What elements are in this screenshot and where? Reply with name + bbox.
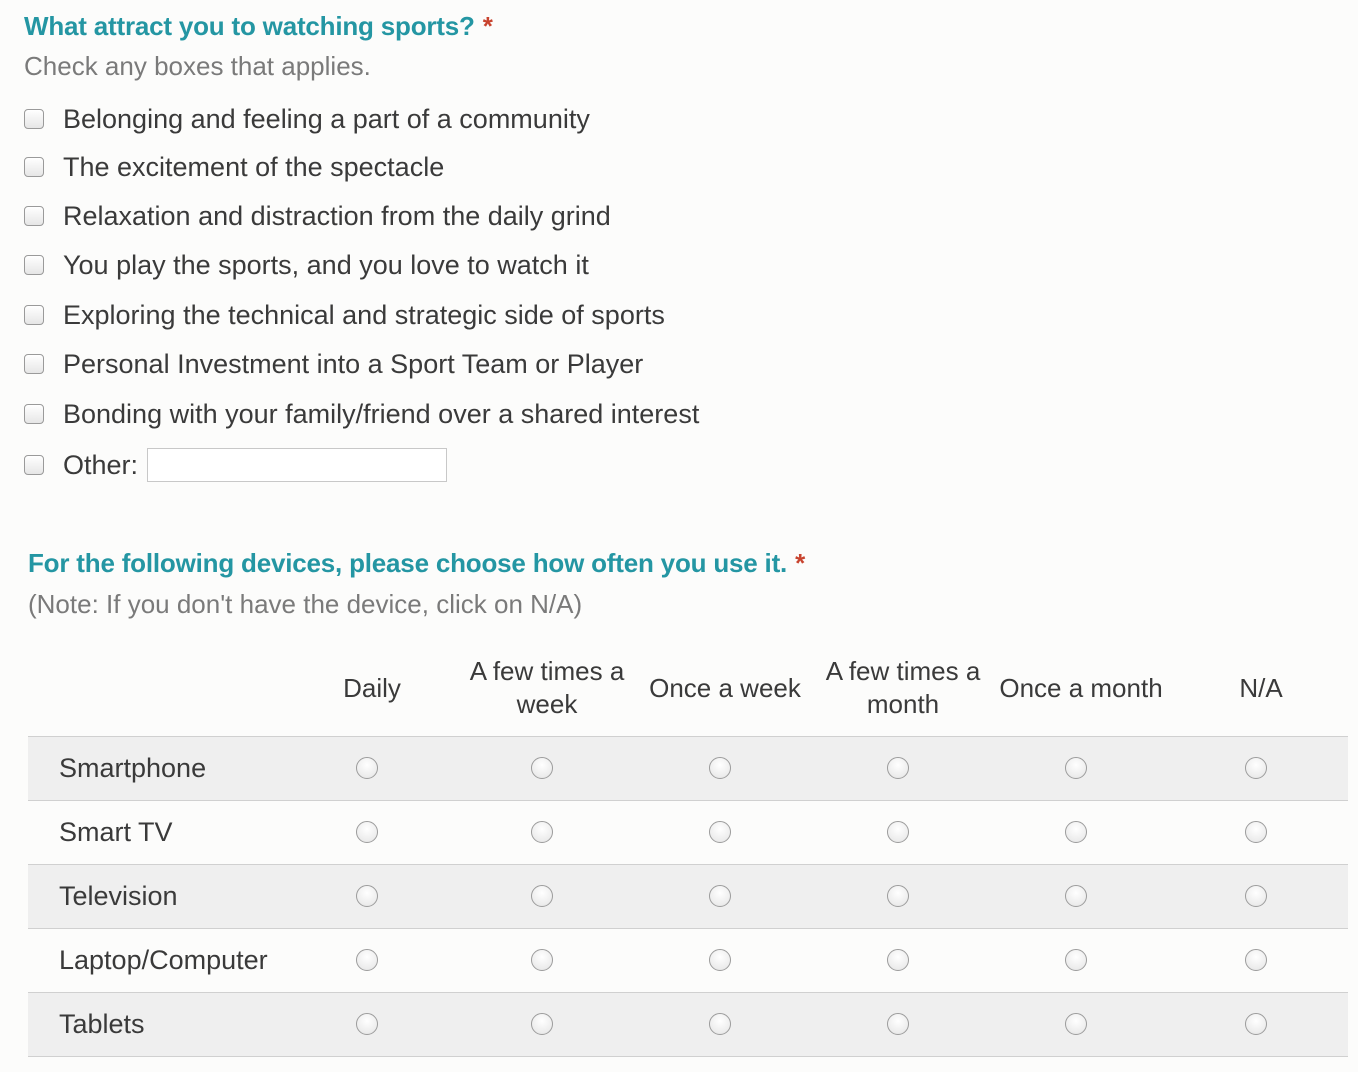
grid-row <box>28 928 1348 992</box>
grid-row-label: Tablets <box>59 1009 145 1039</box>
grid-row <box>28 800 1348 864</box>
grid-column-header: Daily <box>343 672 401 703</box>
radio-button[interactable] <box>709 885 731 907</box>
radio-button[interactable] <box>1245 885 1267 907</box>
checkbox[interactable] <box>24 455 44 475</box>
checkbox-option-label: Relaxation and distraction from the daily grind <box>63 200 611 231</box>
grid-row-label: Smartphone <box>59 753 207 783</box>
radio-button[interactable] <box>531 1013 553 1035</box>
radio-button[interactable] <box>1065 885 1087 907</box>
radio-button[interactable] <box>709 949 731 971</box>
radio-button[interactable] <box>887 885 909 907</box>
radio-button[interactable] <box>1065 949 1087 971</box>
question-1-title <box>24 11 493 42</box>
grid-body <box>28 736 1348 1057</box>
grid-row <box>28 864 1348 928</box>
checkbox-option[interactable] <box>24 298 665 332</box>
checkbox[interactable] <box>24 305 44 325</box>
radio-button[interactable] <box>531 885 553 907</box>
checkbox-option-label: The excitement of the spectacle <box>63 151 445 182</box>
checkbox-option-other[interactable] <box>24 448 447 482</box>
other-label: Other: <box>63 449 139 480</box>
checkbox-option[interactable] <box>24 150 444 184</box>
checkbox[interactable] <box>24 109 44 129</box>
radio-button[interactable] <box>1245 821 1267 843</box>
radio-button[interactable] <box>887 949 909 971</box>
required-asterisk: * <box>795 548 805 578</box>
checkbox-option[interactable] <box>24 248 589 282</box>
grid-column-header: Once a week <box>649 672 801 703</box>
checkbox-option-label: Exploring the technical and strategic side of sports <box>63 299 665 330</box>
radio-button[interactable] <box>356 821 378 843</box>
radio-button[interactable] <box>1065 821 1087 843</box>
question-1-title-text: What attract you to watching sports? <box>24 11 475 41</box>
checkbox[interactable] <box>24 206 44 226</box>
checkbox-option-label: Personal Investment into a Sport Team or Player <box>63 348 644 379</box>
radio-button[interactable] <box>356 885 378 907</box>
checkbox[interactable] <box>24 404 44 424</box>
radio-button[interactable] <box>1245 757 1267 779</box>
radio-button[interactable] <box>1065 757 1087 779</box>
radio-button[interactable] <box>356 1013 378 1035</box>
checkbox-option[interactable] <box>24 397 699 431</box>
checkbox-option-label: Bonding with your family/friend over a shared interest <box>63 398 700 429</box>
radio-button[interactable] <box>887 757 909 779</box>
grid-header <box>28 640 1348 736</box>
grid-row <box>28 736 1348 800</box>
grid-column-header: A few times a week <box>469 656 625 719</box>
checkbox[interactable] <box>24 354 44 374</box>
radio-button[interactable] <box>709 757 731 779</box>
checkbox-option[interactable] <box>24 199 611 233</box>
radio-button[interactable] <box>887 1013 909 1035</box>
checkbox[interactable] <box>24 255 44 275</box>
grid-row-label: Laptop/Computer <box>59 945 268 975</box>
grid-row-label: Smart TV <box>59 817 173 847</box>
question-2-help-text: (Note: If you don't have the device, click on N/A) <box>28 589 583 619</box>
radio-button[interactable] <box>1245 949 1267 971</box>
grid-row <box>28 992 1348 1057</box>
radio-button[interactable] <box>887 821 909 843</box>
other-text-input[interactable] <box>147 448 447 482</box>
radio-button[interactable] <box>356 757 378 779</box>
checkbox-option[interactable] <box>24 347 643 381</box>
checkbox[interactable] <box>24 157 44 177</box>
grid-column-header: A few times a month <box>825 656 981 719</box>
grid-column-header: Once a month <box>999 672 1163 703</box>
radio-button[interactable] <box>356 949 378 971</box>
radio-button[interactable] <box>709 821 731 843</box>
radio-button[interactable] <box>531 821 553 843</box>
radio-button[interactable] <box>1245 1013 1267 1035</box>
radio-button[interactable] <box>709 1013 731 1035</box>
question-2-title <box>28 548 805 579</box>
grid-row-label: Television <box>59 881 178 911</box>
checkbox-option-label: You play the sports, and you love to watch it <box>63 249 589 280</box>
radio-button[interactable] <box>531 757 553 779</box>
checkbox-option[interactable] <box>24 102 590 136</box>
question-1-help-text: Check any boxes that applies. <box>24 51 371 81</box>
question-2-title-text: For the following devices, please choose how often you use it. <box>28 548 788 578</box>
checkbox-option-label: Belonging and feeling a part of a community <box>63 103 590 134</box>
radio-button[interactable] <box>531 949 553 971</box>
required-asterisk: * <box>482 11 493 41</box>
grid-column-header: N/A <box>1239 672 1283 703</box>
radio-button[interactable] <box>1065 1013 1087 1035</box>
